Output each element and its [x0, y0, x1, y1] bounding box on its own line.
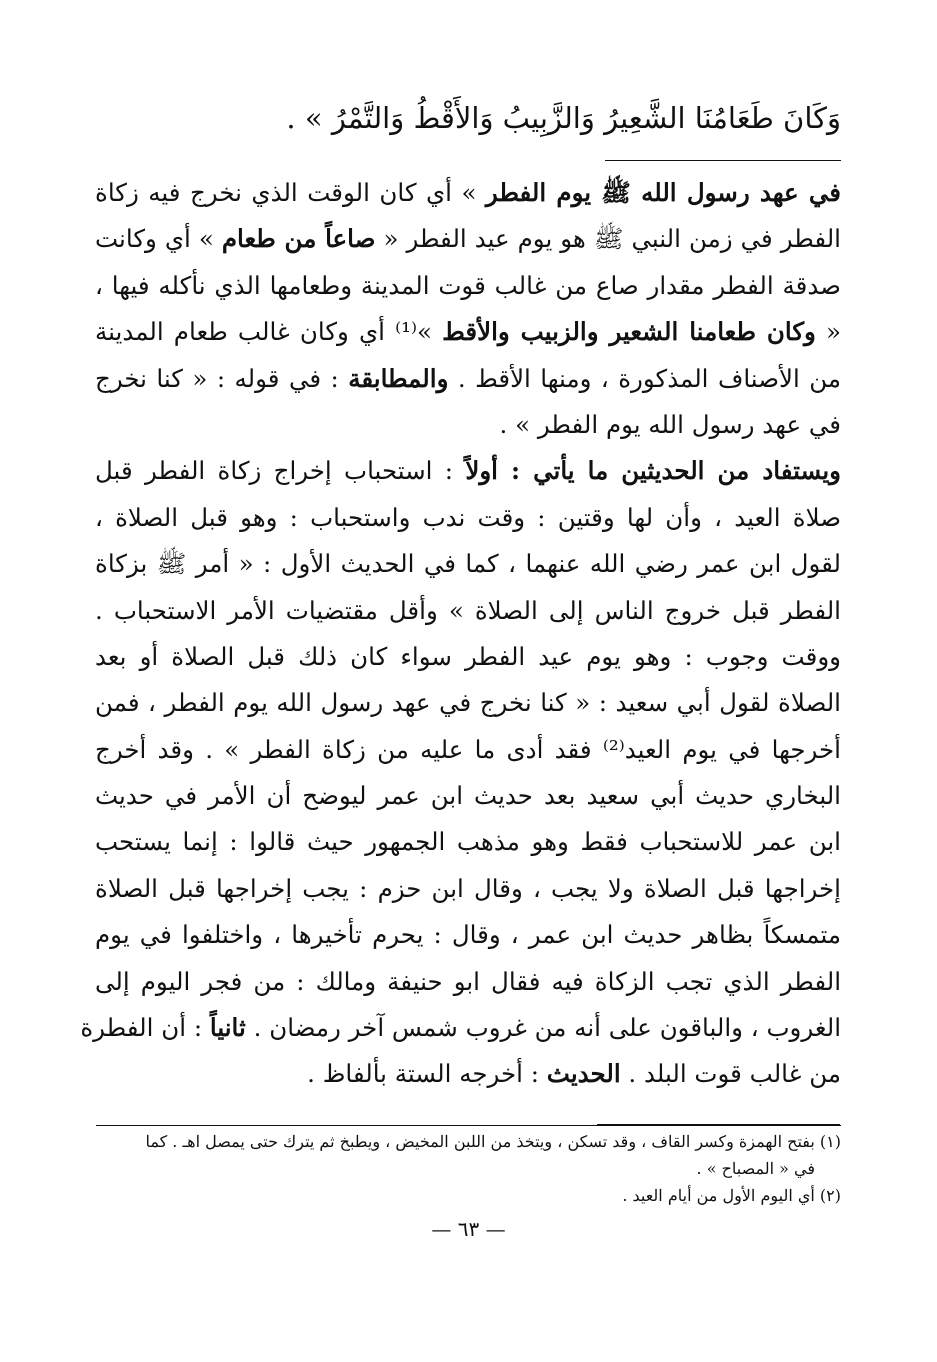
line-text-rest: : أن الفطرة: [80, 1013, 210, 1043]
footnotes: [96, 1128, 841, 1209]
text-line: [95, 448, 841, 494]
line-text: من الأصناف المذكورة ، ومنها الأقط .: [448, 363, 841, 393]
bold-phrase: والمطابقة: [348, 363, 449, 393]
bold-phrase: الحديث: [546, 1059, 621, 1089]
text-line: [95, 541, 841, 587]
text-line: [95, 1051, 841, 1097]
text-line: [95, 680, 841, 726]
line-text-rest: : أخرجه الستة بألفاظ .: [307, 1059, 547, 1089]
line-text-rest: : استحباب إخراج زكاة الفطر قبل: [95, 456, 466, 486]
line-text: من غالب قوت البلد .: [620, 1059, 841, 1089]
commentary-body: [80, 170, 841, 1098]
footnote-2: (٢) أي اليوم الأول من أيام العيد .: [622, 1186, 841, 1205]
text-line: [95, 402, 841, 448]
line-text-rest: »⁽¹⁾ أي وكان غالب طعام المدينة: [95, 317, 443, 347]
bold-phrase: وكان طعامنا الشعير والزبيب والأقط: [442, 317, 816, 347]
line-text-rest: » أي وكانت: [95, 224, 222, 254]
hadith-divider: [605, 160, 841, 161]
line-text: في عهد رسول الله يوم الفطر » .: [499, 409, 841, 439]
line-text-rest: » أي كان الوقت الذي نخرج فيه زكاة: [95, 178, 486, 207]
text-line: [95, 866, 841, 912]
text-line: [95, 588, 841, 634]
bold-phrase: في عهد رسول الله ﷺ يوم الفطر: [485, 178, 841, 207]
line-text: الفطر الذي تجب الزكاة فيه فقال ابو حنيفة ومالك : من فجر اليوم إلى: [95, 966, 841, 996]
text-line: [95, 773, 841, 819]
text-line: [95, 727, 841, 773]
line-text: أخرجها في يوم العيد⁽²⁾ فقد أدى ما عليه من زكاة الفطر » . وقد أخرج: [95, 734, 841, 764]
text-line: [95, 959, 841, 1005]
text-line: [80, 1005, 841, 1051]
footnote-1-continuation: في « المصباح » .: [696, 1159, 815, 1178]
line-text: متمسكاً بظاهر حديث ابن عمر ، وقال : يحرم تأخيرها ، واختلفوا في يوم: [95, 920, 841, 950]
line-text: صدقة الفطر مقدار صاع من غالب قوت المدينة وطعامها الذي نأكله فيها ،: [95, 270, 841, 300]
bold-phrase: صاعاً من طعام: [221, 224, 376, 254]
line-text: ابن عمر للاستحباب فقط وهو مذهب الجمهور حيث قالوا : إنما يستحب: [95, 827, 841, 857]
text-line: [95, 170, 841, 216]
text-line: [95, 356, 841, 402]
hadith-text: وَكَانَ طَعَامُنَا الشَّعِيرُ وَالزَّبِيبُ وَالأَقْطُ وَالتَّمْرُ » .: [286, 101, 841, 135]
line-text: لقول ابن عمر رضي الله عنهما ، كما في الحديث الأول : « أمر ﷺ بزكاة: [95, 549, 841, 579]
text-line: [95, 912, 841, 958]
line-text: الفطر قبل خروج الناس إلى الصلاة » وأقل مقتضيات الأمر الاستحباب .: [95, 595, 841, 625]
line-text: الصلاة لقول أبي سعيد : « كنا نخرج في عهد رسول الله يوم الفطر ، فمن: [95, 688, 841, 718]
page-number: — ٦٣ —: [431, 1217, 506, 1241]
text-line: [95, 309, 841, 355]
text-line: [95, 819, 841, 865]
footnote-divider: [96, 1125, 841, 1126]
text-line: [95, 216, 841, 262]
text-line: [95, 634, 841, 680]
line-text: البخاري حديث أبي سعيد بعد حديث ابن عمر ليوضح أن الأمر في حديث: [95, 781, 841, 811]
line-text: الغروب ، والباقون على أنه من غروب شمس آخر رمضان .: [245, 1013, 841, 1043]
footnote-1: (١) بفتح الهمزة وكسر القاف ، وقد تسكن ، ويتخذ من اللبن المخيض ، ويطبخ ثم يترك حتى يمصل اهـ . كما: [145, 1132, 841, 1151]
text-line: [95, 263, 841, 309]
line-text: صلاة العيد ، وأن لها وقتين : وقت ندب واستحباب : وهو قبل الصلاة ،: [95, 502, 841, 532]
line-text: الفطر في زمن النبي ﷺ هو يوم عيد الفطر «: [375, 224, 841, 254]
text-line: [95, 495, 841, 541]
line-text: إخراجها قبل الصلاة ولا يجب ، وقال ابن حزم : يجب إخراجها قبل الصلاة: [95, 873, 841, 903]
bold-phrase: ثانياً: [209, 1013, 246, 1043]
bold-phrase: ويستفاد من الحديثين ما يأتي : أولاً: [465, 456, 841, 486]
line-text-rest: : في قوله : « كنا نخرج: [95, 363, 349, 393]
line-text: «: [815, 317, 841, 347]
line-text: ووقت وجوب : وهو يوم عيد الفطر سواء كان ذلك قبل الصلاة أو بعد: [95, 641, 841, 671]
